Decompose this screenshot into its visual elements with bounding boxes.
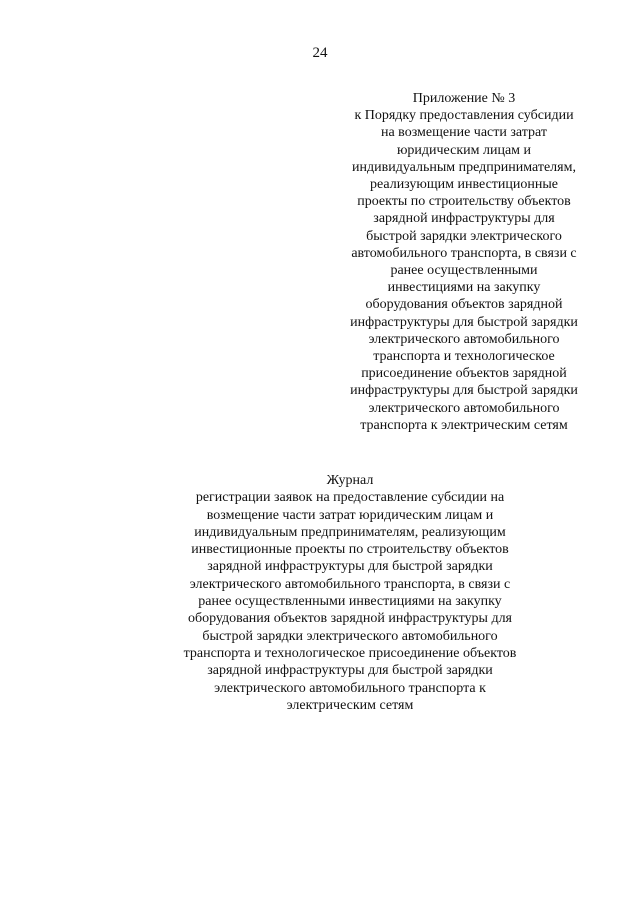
journal-line: зарядной инфраструктуры для быстрой зарядки [207,663,493,679]
appendix-line: зарядной инфраструктуры для [373,211,555,227]
appendix-line: юридическим лицам и [396,142,532,158]
journal-line: ранее осуществленными инвестициями на закупку [198,594,502,610]
appendix-line: индивидуальным предпринимателям, [352,159,576,175]
journal-line: транспорта и технологическое присоединение объектов [183,645,517,661]
journal-line: инвестиционные проекты по строительству объектов [191,542,509,558]
appendix-line: электрического автомобильного [368,400,560,416]
journal-line: возмещение части затрат юридическим лицам и [206,507,494,523]
appendix-line: инфраструктуры для быстрой зарядки [350,383,578,399]
appendix-line: быстрой зарядки электрического [366,228,562,244]
appendix-line: транспорта и технологическое [373,349,555,365]
appendix-line: ранее осуществленными [390,263,538,279]
appendix-line: на возмещение части затрат [380,125,548,141]
appendix-title: Приложение № 3 [412,91,516,106]
appendix-line: транспорта к электрическим сетям [360,417,568,433]
appendix-line: инфраструктуры для быстрой зарядки [350,314,578,330]
appendix-header [330,90,598,434]
journal-title: Журнал [326,473,374,488]
appendix-line: электрического автомобильного [368,331,560,347]
appendix-line: реализующим инвестиционные [369,177,558,193]
journal-line: быстрой зарядки электрического автомобильного [202,628,498,644]
journal-line: оборудования объектов зарядной инфраструктуры для [187,611,513,627]
journal-line: индивидуальным предпринимателям, реализующим [194,524,506,540]
appendix-line: оборудования объектов зарядной [365,297,563,313]
page-number: 24 [312,45,328,61]
journal-line: электрического автомобильного транспорта к [214,680,486,696]
journal-line: электрического автомобильного транспорта, в связи с [189,576,511,592]
appendix-line: автомобильного транспорта, в связи с [351,245,577,261]
journal-line: зарядной инфраструктуры для быстрой зарядки [207,559,493,575]
journal-heading [130,472,570,714]
appendix-line: к Порядку предоставления субсидии [354,108,574,124]
appendix-line: проекты по строительству объектов [357,194,571,210]
journal-line: электрическим сетям [286,697,414,713]
journal-line: регистрации заявок на предоставление субсидии на [195,490,505,506]
appendix-line: присоединение объектов зарядной [361,366,567,382]
appendix-line: инвестициями на закупку [387,280,541,296]
